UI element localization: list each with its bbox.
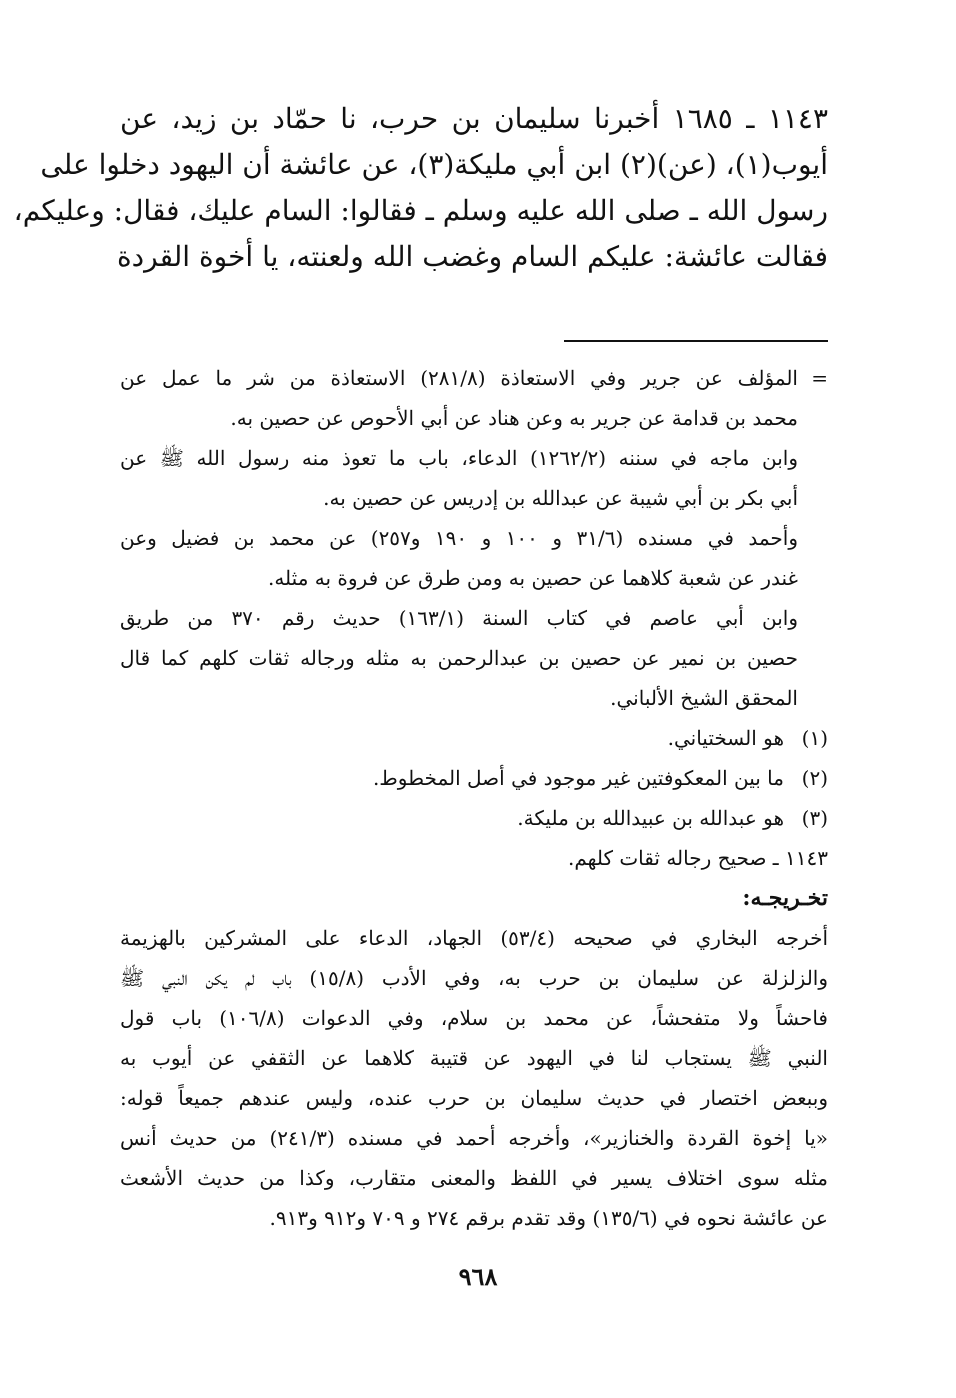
footnote-index: (١) bbox=[801, 726, 828, 750]
footnote-text: هو السختياني. bbox=[667, 726, 784, 750]
takhrij-line: أخرجه البخاري في صحيحه (٥٣/٤) الجهاد، الدعاء على المشركين بالهزيمة bbox=[120, 926, 828, 950]
takhrij-line: فاحشاً ولا متفحشاً، عن محمد بن سلام، وفي الدعوات (١٠٦/٨) باب قول bbox=[120, 1006, 828, 1030]
footnote-line: أبي بكر بن أبي شيبة عن عبدالله بن إدريس عن حصين به. bbox=[323, 486, 798, 510]
footnote-2 bbox=[120, 758, 828, 798]
takhrij-body bbox=[120, 918, 828, 1238]
main-line: رسول الله ـ صلى الله عليه وسلم ـ فقالوا: السام عليك، فقال: وعليكم، bbox=[13, 194, 828, 227]
footnote-line: غندر عن شعبة كلاهما عن حصين به ومن طرق عن فروة به مثله. bbox=[267, 566, 798, 590]
takhrij-line: «يا إخوة القردة والخنازير»، وأخرجه أحمد في مسنده (٢٤١/٣) من حديث أنس bbox=[120, 1126, 828, 1150]
footnote-line: وابن ماجه في سننه (١٢٦٢/٢) الدعاء، باب ما تعوذ منه رسول الله ﷺ عن bbox=[120, 446, 798, 470]
takhrij-heading: تخـريجـه: bbox=[742, 885, 828, 911]
footnote-text: ما بين المعكوفتين غير موجود في أصل المخطوط. bbox=[372, 766, 784, 790]
takhrij-line: مثله سوى اختلاف يسير في اللفظ والمعنى متقارب، وكذا من حديث الأشعث bbox=[120, 1166, 828, 1190]
footnote-line: محمد بن قدامة عن جرير به وعن هناد عن أبي الأحوص عن حصين به. bbox=[230, 406, 798, 430]
footnote-separator bbox=[564, 340, 828, 342]
footnote-text: هو عبدالله بن عبيدالله بن مليكة. bbox=[517, 806, 784, 830]
hadith-grade: ١١٤٣ ـ صحيح رجاله ثقات كلهم. bbox=[567, 846, 828, 870]
footnote-line: وابن أبي عاصم في كتاب السنة (١٦٣/١) حديث رقم ٣٧٠ من طريق bbox=[120, 606, 798, 630]
takhrij-line: وببعض اختصار في حديث سليمان بن حرب عنده، وليس عندهم جميعاً قوله: bbox=[120, 1086, 828, 1110]
footnote-line: وأحمد في مسنده (٣١/٦ و ١٠٠ و ١٩٠ و٢٥٧) عن محمد بن فضيل وعن bbox=[120, 526, 799, 550]
takhrij-line: النبي ﷺ يستجاب لنا في اليهود عن قتيبة كلاهما عن الثقفي عن أيوب به bbox=[120, 1046, 828, 1070]
footnotes bbox=[120, 358, 828, 1238]
continuation-mark: = bbox=[811, 366, 828, 390]
footnote-index: (٢) bbox=[801, 766, 828, 790]
main-line: أيوب(١)، (عن)(٢) ابن أبي مليكة(٣)، عن عائشة أن اليهود دخلوا على bbox=[40, 148, 828, 181]
page-number: ٩٦٨ bbox=[458, 1262, 498, 1291]
main-line: ١١٤٣ ـ ١٦٨٥ أخبرنا سليمان بن حرب، نا حمّاد بن زيد، عن bbox=[120, 102, 828, 135]
takhrij-line: عن عائشة نحوه في (١٣٥/٦) وقد تقدم برقم ٢٧٤ و ٧٠٩ و٩١٢ و٩١٣. bbox=[269, 1206, 828, 1230]
footnote-continuation bbox=[120, 358, 828, 438]
footnote-line: حصين بن نمير عن حصين بن عبدالرحمن به مثله ورجاله ثقات كلهم كما قال bbox=[120, 646, 798, 670]
footnote-3 bbox=[120, 798, 828, 838]
main-line: فقالت عائشة: عليكم السام وغضب الله ولعنته، يا أخوة القردة bbox=[117, 240, 828, 273]
footnote-1 bbox=[120, 718, 828, 758]
takhrij-line: والزلزلة عن سليمان بن حرب به، وفي الأدب (١٥/٨) باب لم يكن النبي ﷺ bbox=[120, 966, 829, 990]
footnote-line: المؤلف عن جرير وفي الاستعاذة (٢٨١/٨) الاستعاذة من شر ما عمل عن bbox=[120, 366, 798, 390]
footnote-line: المحقق الشيخ الألباني. bbox=[610, 686, 798, 710]
main-text bbox=[13, 96, 828, 280]
footnote-index: (٣) bbox=[801, 806, 828, 830]
